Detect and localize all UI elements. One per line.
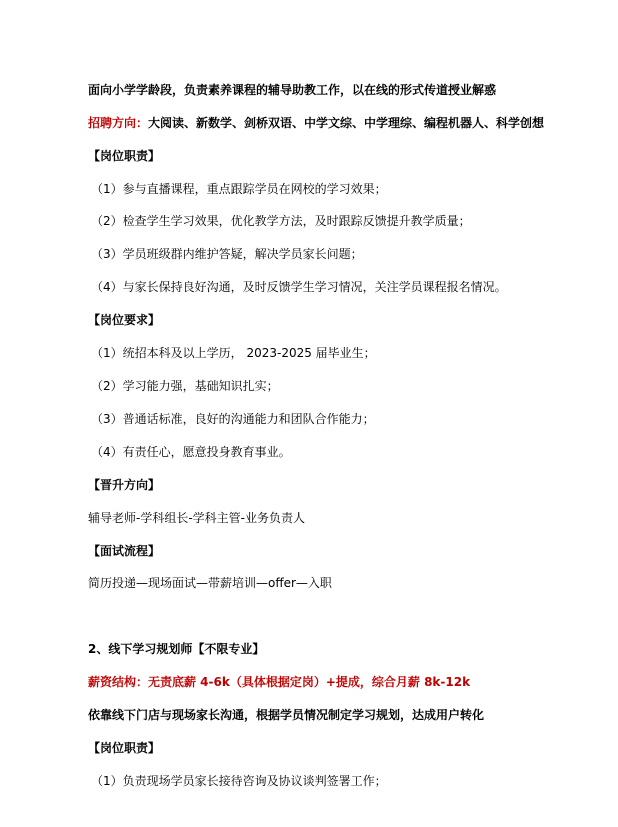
section2-intro: 依靠线下门店与现场家长沟通，根据学员情况制定学习规划，达成用户转化: [88, 708, 485, 722]
requirement-item: （2）学习能力强，基础知识扎实；: [91, 379, 279, 393]
promotion-path: 辅导老师-学科组长-学科主管-业务负责人: [88, 511, 305, 525]
requirement-item: （3）普通话标准，良好的沟通能力和团队合作能力；: [91, 412, 375, 426]
duties-heading: 【岗位职责】: [88, 149, 161, 163]
section2-salary: 薪资结构：无责底薪 4-6k（具体根据定岗）+提成，综合月薪 8k-12k: [88, 675, 471, 689]
interview-process: 简历投递—现场面试—带薪培训—offer—入职: [88, 576, 332, 590]
duty-item: （4）与家长保持良好沟通，及时反馈学生学习情况，关注学员课程报名情况。: [91, 280, 507, 294]
requirements-heading: 【岗位要求】: [88, 313, 161, 327]
duty-item: （1）参与直播课程，重点跟踪学员在网校的学习效果；: [91, 182, 387, 196]
duty-item: （3）学员班级群内维护答疑，解决学员家长问题；: [91, 247, 363, 261]
section2-title: 2、线下学习规划师【不限专业】: [88, 642, 265, 656]
recruit-value: 大阅读、新数学、剑桥双语、中学文综、中学理综、编程机器人、科学创想: [148, 116, 545, 130]
duty-item: （2）检查学生学习效果，优化教学方法，及时跟踪反馈提升教学质量；: [91, 214, 471, 228]
section2-duties-heading: 【岗位职责】: [88, 741, 161, 755]
recruit-label: 招聘方向：: [88, 116, 149, 130]
promotion-heading: 【晋升方向】: [88, 478, 161, 492]
section2-duty-item: （1）负责现场学员家长接待咨询及协议谈判签署工作；: [91, 774, 387, 788]
requirement-item: （1）统招本科及以上学历， 2023-2025 届毕业生；: [91, 346, 376, 360]
interview-heading: 【面试流程】: [88, 544, 161, 558]
requirement-item: （4）有责任心，愿意投身教育事业。: [91, 445, 291, 459]
recruit-direction: [88, 115, 544, 131]
section1-intro: 面向小学学龄段，负责素养课程的辅导助教工作，以在线的形式传道授业解惑: [88, 83, 497, 97]
